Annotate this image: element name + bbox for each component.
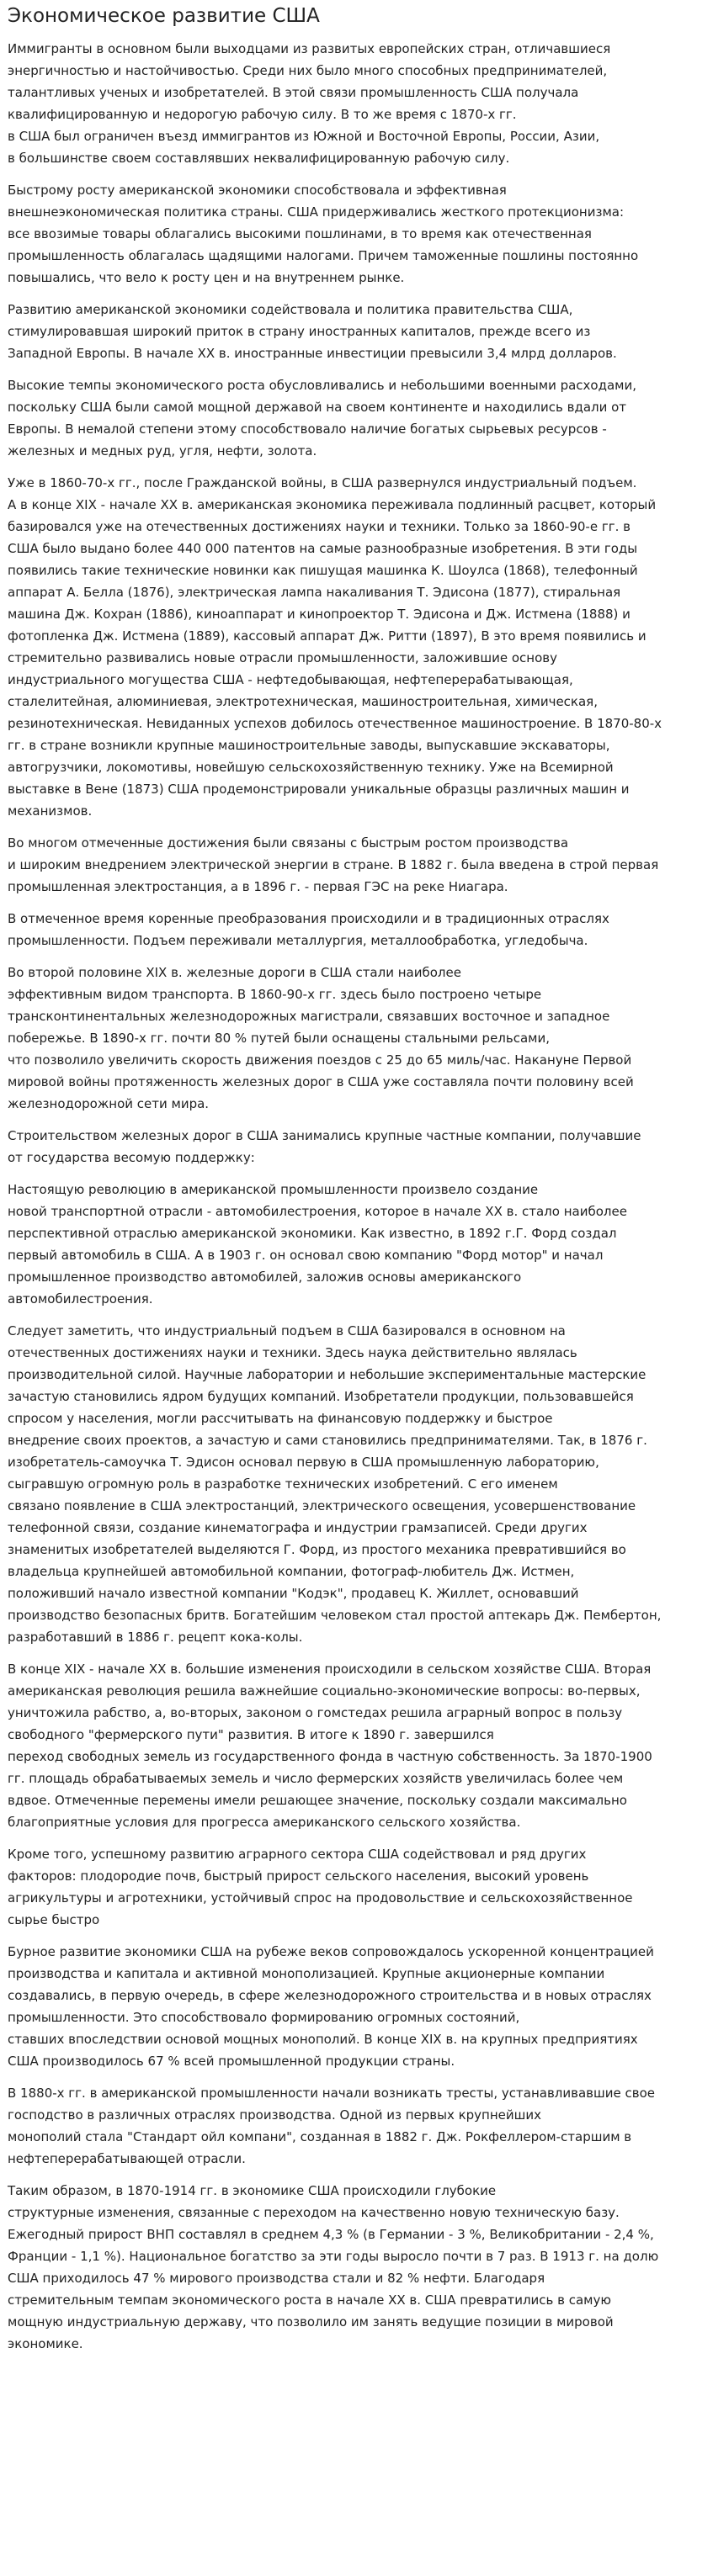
- paragraph: Быстрому росту американской экономики способствовала и эффективная внешнеэкономическая политика страны. США придерживались жесткого протекционизма: все ввозимые товары облагались высокими пошлинами, в то время как отечественная промышленность облагалась щадящими налогами. Причем таможенные пошлины постоянно повышались, что вело к росту цен и на внутреннем рынке.: [8, 183, 639, 285]
- paragraph: Следует заметить, что индустриальный подъем в США базировался в основном на отечественных достижениях науки и техники. Здесь наука действительно являлась производительной силой. Научные лаборатории и небольшие экспериментальные мастерские зачастую становились ядром будущих компаний. Изобретатели продукции, пользовавшейся спросом у населения, могли рассчитывать на финансовую поддержку и быстрое внедрение своих проектов, а зачастую и сами становились предпринимателями. Так, в 1876 г. изобретатель-самоучка Т. Эдисон основал первую в США промышленную лабораторию, сыгравшую огромную роль в разработке технических изобретений. С его именем связано появление в США электростанций, электрического освещения, усовершенствование телефонной связи, создание кинематографа и индустрии грамзаписей. Среди других знаменитых изобретателей выделяются Г. Форд, из простого механика превратившийся во владельца крупнейшей автомобильной компании, фотограф-любитель Дж. Истмен, положивший начало известной компании "Кодэк", продавец К. Жиллет, основавший производство безопасных бритв. Богатейшим человеком стал простой аптекарь Дж. Пембертон, разработавший в 1886 г. рецепт кока-колы.: [8, 1323, 662, 1645]
- paragraph: В 1880-х гг. в американской промышленности начали возникать тресты, устанавливавшие свое господство в различных отраслях производства. Одной из первых крупнейших монополий стала "Стандарт ойл компани", созданная в 1882 г. Дж. Рокфеллером-старшим в нефтеперерабатывающей отрасли.: [8, 2086, 655, 2166]
- paragraph: Строительством железных дорог в США занимались крупные частные компании, получавшие от государства весомую поддержку:: [8, 1128, 641, 1165]
- paragraph: Бурное развитие экономики США на рубеже веков сопровождалось ускоренной концентрацией производства и капитала и активной монополизацией. Крупные акционерные компании создавались, в первую очередь, в сфере железнодорожного строительства и в новых отраслях промышленности. Это способствовало формированию огромных состояний, ставших впоследствии основой мощных монополий. В конце XIX в. на крупных предприятиях США производилось 67 % всей промышленной продукции страны.: [8, 1944, 654, 2069]
- paragraph: В конце XIX - начале XX в. большие изменения происходили в сельском хозяйстве США. Вторая американская революция решила важнейшие социально-экономические вопросы: во-первых, уничтожила рабство, а, во-вторых, законом о гомстедах решила аграрный вопрос в пользу свободного "фермерского пути" развития. В итоге к 1890 г. завершился переход свободных земель из государственного фонда в частную собственность. За 1870-1900 гг. площадь обрабатываемых земель и число фермерских хозяйств увеличилась более чем вдвое. Отмеченные перемены имели решающее значение, поскольку создали максимально благоприятные условия для прогресса американского сельского хозяйства.: [8, 1662, 652, 1830]
- paragraph: Иммигранты в основном были выходцами из развитых европейских стран, отличавшиеся энергичностью и настойчивостью. Среди них было много способных предпринимателей, талантливых ученых и изобретателей. В этой связи промышленность США получала квалифицированную и недорогую рабочую силу. В то же время с 1870-х гг. в США был ограничен въезд иммигрантов из Южной и Восточной Европы, России, Азии, в большинстве своем составлявших неквалифицированную рабочую силу.: [8, 41, 611, 166]
- document: [8, 3, 704, 2355]
- paragraph: Во многом отмеченные достижения были связаны с быстрым ростом производства и широким внедрением электрической энергии в стране. В 1882 г. была введена в строй первая промышленная электростанция, а в 1896 г. - первая ГЭС на реке Ниагара.: [8, 835, 659, 894]
- paragraph: В отмеченное время коренные преобразования происходили и в традиционных отраслях промышленности. Подъем переживали металлургия, металлообработка, угледобыча.: [8, 911, 609, 948]
- article-body: [8, 38, 704, 2355]
- paragraph: Уже в 1860-70-х гг., после Гражданской войны, в США развернулся индустриальный подъем. А в конце XIX - начале XX в. американская экономика переживала подлинный расцвет, который базировался уже на отечественных достижениях науки и техники. Только за 1860-90-е гг. в США было выдано более 440 000 патентов на самые разнообразные изобретения. В эти годы появились такие технические новинки как пишущая машинка К. Шоулса (1868), телефонный аппарат А. Белла (1876), электрическая лампа накаливания Т. Эдисона (1877), стиральная машина Дж. Кохран (1886), киноаппарат и кинопроектор Т. Эдисона и Дж. Истмена (1888) и фотопленка Дж. Истмена (1889), кассовый аппарат Дж. Ритти (1897), В это время появились и стремительно развивались новые отрасли промышленности, заложившие основу индустриального могущества США - нефтедобывающая, нефтеперерабатывающая, сталелитейная, алюминиевая, электротехническая, машиностроительная, химическая, резинотехническая. Невиданных успехов добилось отечественное машиностроение. В 1870-80-х гг. в стране возникли крупные машиностроительные заводы, выпускавшие экскаваторы, автогрузчики, локомотивы, новейшую сельскохозяйственную технику. Уже на Всемирной выставке в Вене (1873) США продемонстрировали уникальные образцы различных машин и механизмов.: [8, 475, 662, 819]
- paragraph: Таким образом, в 1870-1914 гг. в экономике США происходили глубокие структурные изменения, связанные с переходом на качественно новую техническую базу. Ежегодный прирост ВНП составлял в среднем 4,3 % (в Германии - 3 %, Великобритании - 2,4 %, Франции - 1,1 %). Национальное богатство за эти годы выросло почти в 7 раз. В 1913 г. на долю США приходилось 47 % мирового производства стали и 82 % нефти. Благодаря стремительным темпам экономического роста в начале XX в. США превратились в самую мощную индустриальную державу, что позволило им занять ведущие позиции в мировой экономике.: [8, 2183, 659, 2351]
- paragraph: Высокие темпы экономического роста обусловливались и небольшими военными расходами, поскольку США были самой мощной державой на своем континенте и находились вдали от Европы. В немалой степени этому способствовало наличие богатых сырьевых ресурсов - железных и медных руд, угля, нефти, золота.: [8, 378, 637, 458]
- page-title: Экономическое развитие США: [8, 5, 320, 27]
- paragraph: Во второй половине XIX в. железные дороги в США стали наиболее эффективным видом транспорта. В 1860-90-х гг. здесь было построено четыре трансконтинентальных железнодорожных магистрали, связавших восточное и западное побережье. В 1890-х гг. почти 80 % путей были оснащены стальными рельсами, что позволило увеличить скорость движения поездов с 25 до 65 миль/час. Накануне Первой мировой войны протяженность железных дорог в США уже составляла почти половину всей железнодорожной сети мира.: [8, 965, 634, 1111]
- paragraph: Кроме того, успешному развитию аграрного сектора США содействовал и ряд других факторов: плодородие почв, быстрый прирост сельского населения, высокий уровень агрикультуры и агротехники, устойчивый спрос на продовольствие и сельскохозяйственное сырье быстро: [8, 1847, 633, 1927]
- paragraph: Настоящую революцию в американской промышленности произвело создание новой транспортной отрасли - автомобилестроения, которое в начале XX в. стало наиболее перспективной отраслью американской экономики. Как известно, в 1892 г.Г. Форд создал первый автомобиль в США. А в 1903 г. он основал свою компанию "Форд мотор" и начал промышленное производство автомобилей, заложив основы американского автомобилестроения.: [8, 1182, 627, 1307]
- paragraph: Развитию американской экономики содействовала и политика правительства США, стимулировавшая широкий приток в страну иностранных капиталов, прежде всего из Западной Европы. В начале XX в. иностранные инвестиции превысили 3,4 млрд долларов.: [8, 302, 617, 361]
